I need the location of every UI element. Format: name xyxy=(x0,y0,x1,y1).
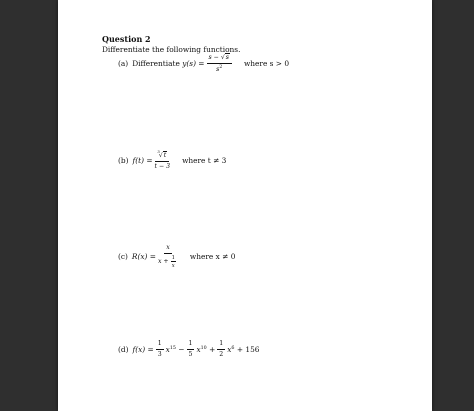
problem-a-prefix: Differentiate xyxy=(132,59,180,69)
problem-d-term-3-den: 2 xyxy=(219,350,224,358)
problem-d-term-1 xyxy=(154,340,176,359)
problem-d-constant-sign: + xyxy=(236,344,244,354)
problem-c-num-text: x xyxy=(166,244,170,251)
problem-a-denominator xyxy=(216,64,222,74)
problem-c-inner-num: 1 xyxy=(171,254,175,261)
problem-d-term-2-sign: − xyxy=(178,344,185,354)
problem-d xyxy=(118,340,259,359)
problem-d-label: (d) xyxy=(118,344,129,354)
problem-c-numerator xyxy=(164,244,172,254)
problem-b-lhs: f(t) = xyxy=(132,155,153,165)
problem-a-sqrt: √s xyxy=(220,54,229,61)
problem-d-term-2-num: 1 xyxy=(187,340,195,350)
problem-d-term-2-coef xyxy=(187,340,195,359)
problem-a-condition: where s > 0 xyxy=(243,59,290,69)
problem-c-condition: where x ≠ 0 xyxy=(189,252,236,262)
problem-b-fraction xyxy=(155,150,171,171)
problem-b-root-index: 3 xyxy=(157,149,160,154)
problem-d-term-1-base: x xyxy=(165,344,170,354)
problem-d-term-2-base: x xyxy=(196,344,201,354)
problem-b-radicand: t xyxy=(163,152,167,159)
problem-c xyxy=(118,244,235,270)
problem-d-term-2-exp: 10 xyxy=(200,346,207,352)
document-page xyxy=(58,0,432,411)
problem-b xyxy=(118,150,226,171)
problem-c-fraction xyxy=(158,244,178,270)
problem-d-lhs: f(x) = xyxy=(132,344,154,354)
problem-b-numerator xyxy=(155,150,169,162)
problem-d-term-3-exp: 6 xyxy=(231,346,235,352)
problem-d-term-3-sign: + xyxy=(209,344,216,354)
problem-a-den-exp: 2 xyxy=(219,64,223,70)
problem-a-fraction xyxy=(207,54,232,74)
problem-a-den-base: s xyxy=(216,65,220,73)
problem-c-denominator xyxy=(158,254,178,270)
page-content xyxy=(102,34,422,358)
problem-d-constant: 156 xyxy=(245,344,260,354)
problem-c-label: (c) xyxy=(118,252,128,262)
problem-c-lhs: R(x) = xyxy=(131,252,156,262)
problem-a-numerator xyxy=(207,54,232,64)
problem-b-label: (b) xyxy=(118,155,129,165)
problem-d-term-1-exp: 15 xyxy=(169,346,176,352)
problem-a xyxy=(118,54,289,74)
problem-a-num-minus: − xyxy=(213,54,219,61)
problem-d-term-1-num: 1 xyxy=(156,340,164,350)
problem-b-den-text: t − 3 xyxy=(154,162,171,170)
problem-a-radicand: s xyxy=(225,54,229,61)
problem-d-term-2-den: 5 xyxy=(188,350,193,358)
problem-c-inner-fraction xyxy=(171,255,176,270)
problem-d-term-1-coef xyxy=(156,340,164,359)
problem-d-term-3 xyxy=(215,340,234,359)
question-intro: Differentiate the following functions. xyxy=(102,45,241,54)
problem-a-lhs: y(s) = xyxy=(182,59,205,69)
question-title: Question 2 xyxy=(102,34,151,44)
problem-a-label: (a) xyxy=(118,59,129,69)
problem-a-num-s: s xyxy=(208,54,212,61)
problem-c-inner-den: x xyxy=(171,263,175,270)
problem-d-term-1-den: 3 xyxy=(157,350,162,358)
problem-c-inner-den-wrap xyxy=(172,262,175,270)
problem-d-term-3-num: 1 xyxy=(217,340,225,350)
problem-d-term-3-coef xyxy=(217,340,225,359)
problem-b-condition: where t ≠ 3 xyxy=(182,155,227,165)
problem-d-term-3-base: x xyxy=(227,344,232,354)
problem-d-term-2 xyxy=(185,340,207,359)
problem-b-denominator xyxy=(155,162,171,171)
problem-b-root: √t xyxy=(158,152,167,159)
problem-c-den-lead: x + xyxy=(157,258,169,266)
